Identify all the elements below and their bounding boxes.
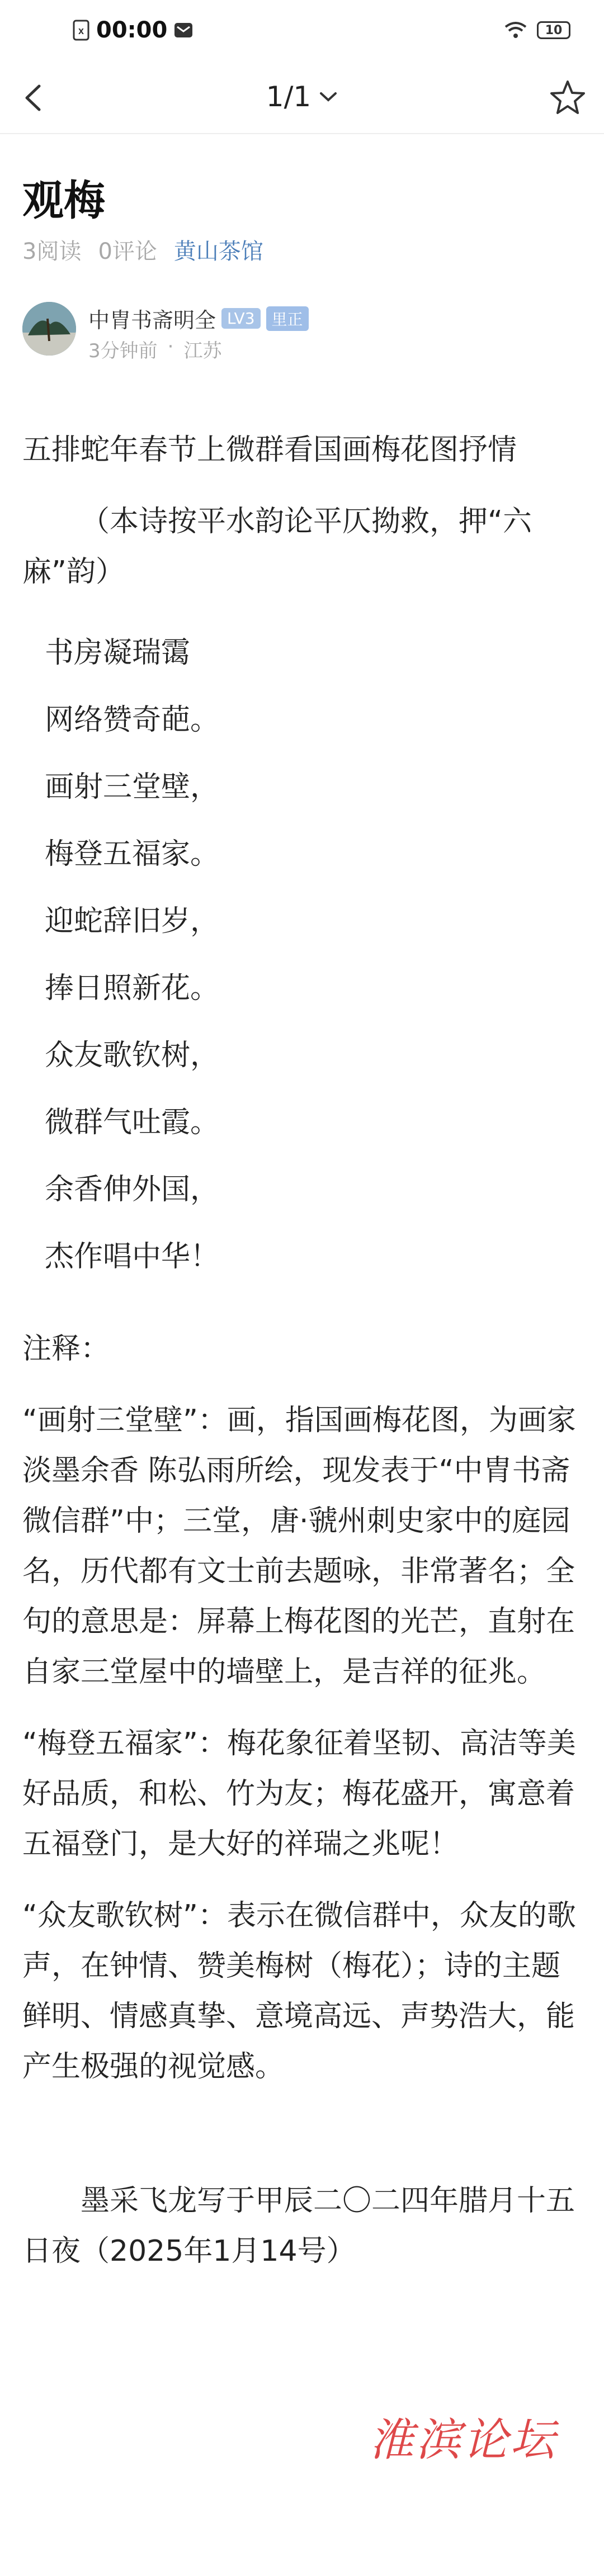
poem-line: 网络赞奇葩。 xyxy=(45,703,220,737)
note-paragraph: “众友歌钦树”：表示在微信群中，众友的歌声，在钟情、赞美梅树（梅花）；诗的主题鲜明、情感真挚、意境高远、声势浩大，能产生极强的视觉感。 xyxy=(22,1899,576,2083)
author-name[interactable]: 中胄书斋明全 xyxy=(88,308,216,333)
poem-line: 微群气吐霞。 xyxy=(45,1106,220,1139)
notes-label: 注释： xyxy=(22,1332,110,1366)
forum-watermark: 淮滨论坛 xyxy=(369,2414,557,2466)
separator-dot: · xyxy=(167,335,174,358)
post-time: 3分钟前 xyxy=(88,340,158,362)
post-content xyxy=(22,425,582,2298)
sim-icon xyxy=(73,20,89,41)
poem xyxy=(22,619,582,1290)
board-link[interactable]: 黄山茶馆 xyxy=(173,239,263,264)
level-badge: LV3 xyxy=(221,308,261,329)
author-info xyxy=(88,303,309,334)
poem-line: 众友歌钦树， xyxy=(45,1039,220,1072)
page-indicator: 1/1 xyxy=(266,80,312,113)
read-count: 3阅读 xyxy=(22,239,82,264)
poem-line: 捧日照新花。 xyxy=(45,972,220,1005)
battery-icon: 10 xyxy=(537,21,570,39)
role-badge: 里正 xyxy=(266,306,309,331)
poem-line: 梅登五福家。 xyxy=(45,837,220,871)
poem-line: 余香伸外国， xyxy=(45,1173,220,1206)
chevron-down-icon xyxy=(319,90,338,103)
svg-text:x: x xyxy=(78,25,84,36)
status-bar xyxy=(0,0,604,60)
location: 江苏 xyxy=(183,340,222,362)
poem-line: 杰作唱中华！ xyxy=(45,1240,220,1273)
favorite-star-icon[interactable] xyxy=(548,78,587,117)
signature: 墨采飞龙写于甲辰二〇二四年腊月十五日夜（2025年1月14号） xyxy=(22,2184,575,2268)
message-icon xyxy=(174,22,193,39)
top-nav-bar xyxy=(0,60,604,134)
poem-line: 迎蛇辞旧岁， xyxy=(45,905,220,938)
status-right xyxy=(504,21,570,39)
wifi-icon xyxy=(504,21,527,39)
poem-line: 书房凝瑞霭 xyxy=(45,636,191,670)
status-time: 00:00 xyxy=(96,17,168,43)
avatar-image xyxy=(22,302,76,356)
post-title: 观梅 xyxy=(22,177,105,225)
note-paragraph: “画射三堂壁”：画，指国画梅花图，为画家淡墨余香 陈弘雨所绘，现发表于“中胄书斋微信群”中；三堂，唐·虢州刺史家中的庭园名，历代都有文士前去题咏，非常著名；全句的意思是：屏幕上梅花图的光芒，直射在自家三堂屋中的墙壁上，是吉祥的征兆。 xyxy=(22,1404,576,1689)
comment-count[interactable]: 0评论 xyxy=(98,239,157,264)
poem-line: 画射三堂壁， xyxy=(45,770,220,804)
note-paragraph: “梅登五福家”：梅花象征着坚韧、高洁等美好品质，和松、竹为友；梅花盛开，寓意着五福登门，是大好的祥瑞之兆呢！ xyxy=(22,1727,576,1861)
page-selector[interactable] xyxy=(0,60,604,133)
author-sub xyxy=(88,335,221,363)
rhyme-note: （本诗按平水韵论平仄拗救，押“六麻”韵） xyxy=(22,505,532,589)
poem-heading: 五排蛇年春节上微群看国画梅花图抒情 xyxy=(22,433,517,467)
avatar[interactable] xyxy=(22,302,76,356)
status-left xyxy=(73,17,193,43)
post-meta xyxy=(22,234,263,266)
